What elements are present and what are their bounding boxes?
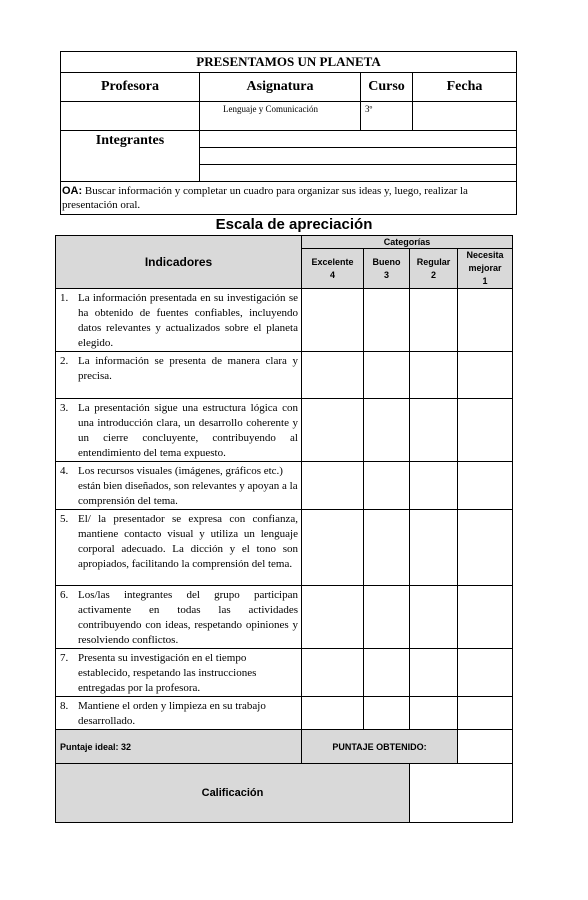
score-cell[interactable] (410, 649, 458, 697)
score-cell[interactable] (364, 399, 410, 462)
rubric-row (56, 697, 513, 730)
indicadores-header: Indicadores (56, 236, 302, 289)
score-cell[interactable] (410, 697, 458, 730)
score-cell[interactable] (458, 462, 513, 510)
rubric-row (56, 289, 513, 352)
score-cell[interactable] (302, 289, 364, 352)
document-title: PRESENTAMOS UN PLANETA (61, 52, 517, 73)
curso-header: Curso (361, 73, 413, 102)
rubric-row (56, 586, 513, 649)
rubric-row (56, 462, 513, 510)
profesora-value[interactable] (61, 102, 200, 131)
score-cell[interactable] (302, 649, 364, 697)
level-regular: Regular 2 (410, 249, 458, 289)
score-cell[interactable] (302, 697, 364, 730)
rubric-row (56, 399, 513, 462)
score-cell[interactable] (410, 289, 458, 352)
score-cell[interactable] (364, 289, 410, 352)
score-cell[interactable] (364, 352, 410, 399)
score-cell[interactable] (458, 697, 513, 730)
indicator-2: 2. La información se presenta de manera clara y precisa. (56, 352, 302, 399)
fecha-header: Fecha (413, 73, 517, 102)
indicator-1: 1. La información presentada en su investigación se ha obtenido de fuentes confiables, incluyendo datos relevantes y actualizados sobre el planeta elegido. (56, 289, 302, 352)
score-cell[interactable] (410, 352, 458, 399)
asignatura-header: Asignatura (200, 73, 361, 102)
score-cell[interactable] (364, 649, 410, 697)
rubric-row (56, 649, 513, 697)
score-cell[interactable] (410, 510, 458, 586)
score-cell[interactable] (410, 399, 458, 462)
score-cell[interactable] (364, 510, 410, 586)
rubric-row (56, 510, 513, 586)
score-cell[interactable] (302, 399, 364, 462)
level-necesita-mejorar: Necesita mejorar 1 (458, 249, 513, 289)
integrante-field[interactable] (200, 165, 517, 182)
rubric-row (56, 352, 513, 399)
score-cell[interactable] (410, 462, 458, 510)
integrantes-label: Integrantes (61, 131, 200, 182)
objective-cell (61, 182, 517, 215)
rubric-table (55, 235, 513, 823)
indicator-3: 3. La presentación sigue una estructura lógica con una introducción clara, un desarrollo coherente y un cierre concluyente, contribuyendo al entendimiento del tema expuesto. (56, 399, 302, 462)
level-excelente: Excelente 4 (302, 249, 364, 289)
integrante-field[interactable] (200, 148, 517, 165)
score-cell[interactable] (458, 399, 513, 462)
score-cell[interactable] (364, 586, 410, 649)
categorias-header: Categorías (302, 236, 513, 249)
score-cell[interactable] (458, 352, 513, 399)
score-cell[interactable] (458, 510, 513, 586)
score-cell[interactable] (458, 649, 513, 697)
curso-value: 3º (361, 102, 413, 131)
oa-text: Buscar información y completar un cuadro para organizar sus ideas y, luego, realizar la presentación oral. (62, 184, 468, 211)
integrante-field[interactable] (200, 131, 517, 148)
asignatura-value: Lenguaje y Comunicación (200, 102, 361, 131)
profesora-header: Profesora (61, 73, 200, 102)
score-cell[interactable] (458, 289, 513, 352)
header-table (60, 51, 517, 215)
score-cell[interactable] (458, 586, 513, 649)
calificacion-label: Calificación (56, 764, 410, 823)
oa-label: OA: (62, 184, 83, 197)
score-cell[interactable] (410, 586, 458, 649)
score-cell[interactable] (364, 462, 410, 510)
scale-title: Escala de apreciación (215, 216, 373, 233)
indicator-8: 8. Mantiene el orden y limpieza en su trabajo desarrollado. (56, 697, 302, 730)
indicator-5: 5. El/ la presentador se expresa con confianza, mantiene contacto visual y utiliza un lenguaje corporal adecuado. La dicción y el tono son apropiados, facilitando la comprensión del tema. (56, 510, 302, 586)
indicator-4: 4. Los recursos visuales (imágenes, gráficos etc.) están bien diseñados, son relevantes y apoyan a la comprensión del tema. (56, 462, 302, 510)
score-cell[interactable] (302, 352, 364, 399)
fecha-value[interactable] (413, 102, 517, 131)
puntaje-obtenido-label: PUNTAJE OBTENIDO: (302, 730, 458, 764)
puntaje-obtenido-value[interactable] (458, 730, 513, 764)
score-cell[interactable] (302, 510, 364, 586)
score-cell[interactable] (302, 462, 364, 510)
calificacion-value[interactable] (410, 764, 513, 823)
indicator-7: 7. Presenta su investigación en el tiempo establecido, respetando las instrucciones entregadas por la profesora. (56, 649, 302, 697)
puntaje-ideal: Puntaje ideal: 32 (56, 730, 302, 764)
score-cell[interactable] (302, 586, 364, 649)
score-cell[interactable] (364, 697, 410, 730)
level-bueno: Bueno 3 (364, 249, 410, 289)
indicator-6: 6. Los/las integrantes del grupo participan activamente en todas las actividades contribuyendo con ideas, respetando opiniones y resolviendo conflictos. (56, 586, 302, 649)
